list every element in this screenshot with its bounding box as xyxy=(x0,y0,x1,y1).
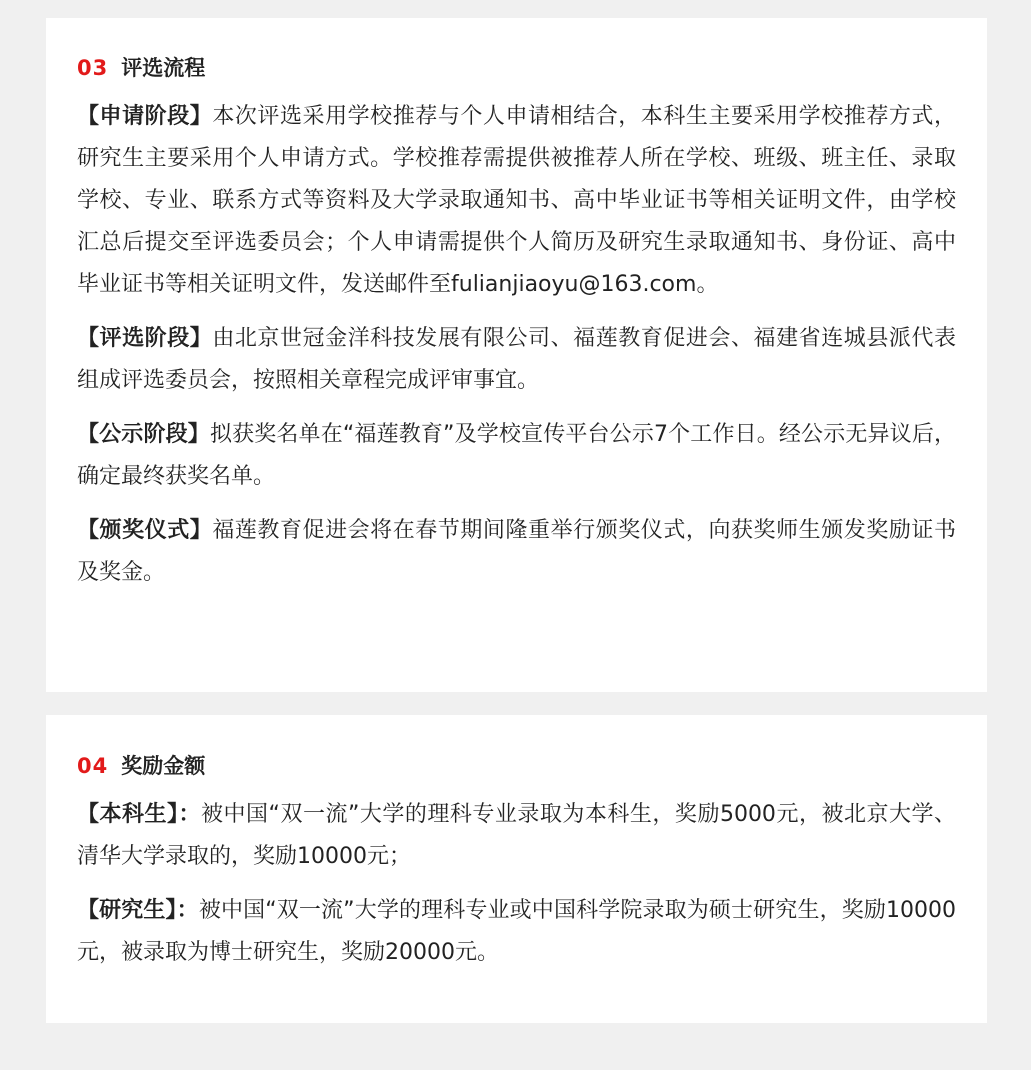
paragraph-heading: 【评选阶段】 xyxy=(77,326,213,351)
paragraph-application-stage xyxy=(77,96,956,306)
paragraph-heading: 【颁奖仪式】 xyxy=(77,518,213,543)
paragraph-award-ceremony xyxy=(77,510,956,594)
paragraph-body: 福莲教育促进会将在春节期间隆重举行颁奖仪式，向获奖师生颁发奖励证书及奖金。 xyxy=(77,518,956,585)
paragraph-undergraduate xyxy=(77,794,956,878)
paragraph-heading: 【研究生】： xyxy=(77,898,199,923)
paragraph-heading: 【申请阶段】 xyxy=(77,104,213,129)
paragraph-review-stage xyxy=(77,318,956,402)
section-number: 03 xyxy=(77,56,109,80)
section-header xyxy=(77,52,956,82)
section-number: 04 xyxy=(77,754,109,778)
section-title: 评选流程 xyxy=(121,56,206,80)
paragraph-body: 拟获奖名单在“福莲教育”及学校宣传平台公示7个工作日。经公示无异议后，确定最终获奖名单。 xyxy=(77,422,956,489)
section-title: 奖励金额 xyxy=(121,754,206,778)
paragraph-body: 由北京世冠金洋科技发展有限公司、福莲教育促进会、福建省连城县派代表组成评选委员会，按照相关章程完成评审事宜。 xyxy=(77,326,956,393)
paragraph-graduate xyxy=(77,890,956,974)
paragraph-heading: 【公示阶段】 xyxy=(77,422,210,447)
section-card-selection-process xyxy=(46,18,987,692)
paragraph-publicity-stage xyxy=(77,414,956,498)
paragraph-body: 被中国“双一流”大学的理科专业或中国科学院录取为硕士研究生，奖励10000元，被录取为博士研究生，奖励20000元。 xyxy=(77,898,956,965)
paragraph-body: 被中国“双一流”大学的理科专业录取为本科生，奖励5000元，被北京大学、清华大学录取的，奖励10000元； xyxy=(77,802,956,869)
section-card-award-amount xyxy=(46,715,987,1023)
paragraph-body: 本次评选采用学校推荐与个人申请相结合，本科生主要采用学校推荐方式，研究生主要采用个人申请方式。学校推荐需提供被推荐人所在学校、班级、班主任、录取学校、专业、联系方式等资料及大学录取通知书、高中毕业证书等相关证明文件，由学校汇总后提交至评选委员会；个人申请需提供个人简历及研究生录取通知书、身份证、高中毕业证书等相关证明文件，发送邮件至fulianjiaoyu@163.com。 xyxy=(77,104,956,297)
section-header xyxy=(77,750,956,780)
paragraph-heading: 【本科生】： xyxy=(77,802,202,827)
